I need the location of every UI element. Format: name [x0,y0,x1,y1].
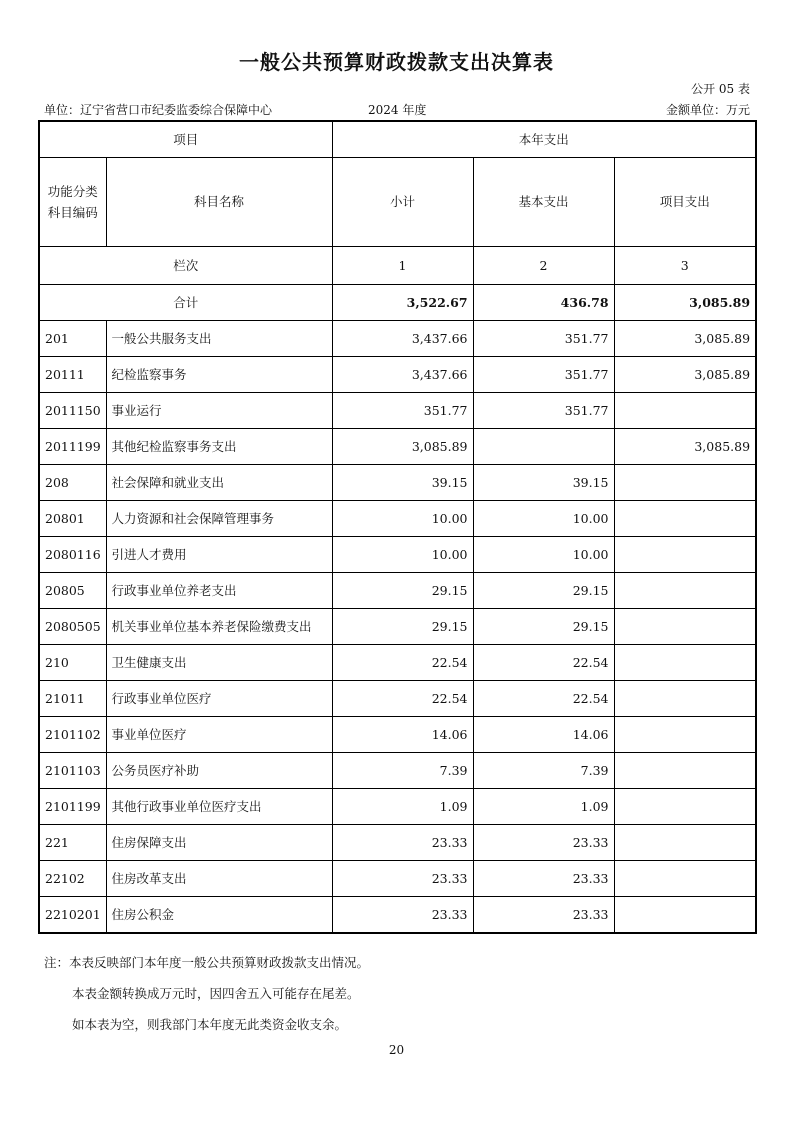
table-row [39,537,756,573]
subject-code: 2011199 [39,429,106,465]
table-row [39,681,756,717]
total-row [39,285,756,321]
subject-code: 20111 [39,357,106,393]
project-value [614,753,756,789]
project-value [614,573,756,609]
subject-name: 人力资源和社会保障管理事务 [106,501,332,537]
subject-code: 20805 [39,573,106,609]
table-row [39,861,756,897]
subject-code: 20801 [39,501,106,537]
table-row [39,501,756,537]
project-value [614,717,756,753]
subtotal-value: 3,437.66 [332,357,473,393]
column-index-row [39,247,756,285]
subject-name: 社会保障和就业支出 [106,465,332,501]
basic-value: 23.33 [473,897,614,934]
column-index-label: 栏次 [39,247,332,285]
table-row [39,393,756,429]
subtotal-value: 39.15 [332,465,473,501]
unit-label: 单位：辽宁省营口市纪委监委综合保障中心 [44,103,273,117]
table-row [39,897,756,934]
subject-name: 其他行政事业单位医疗支出 [106,789,332,825]
subtotal-value: 10.00 [332,537,473,573]
project-value [614,645,756,681]
subject-code: 2011150 [39,393,106,429]
expenditure-table [38,120,757,934]
total-project: 3,085.89 [614,285,756,321]
subtotal-value: 22.54 [332,645,473,681]
project-value [614,501,756,537]
note-line-3: 如本表为空，则我部门本年度无此类资金收支余。 [72,1017,348,1032]
project-value [614,897,756,934]
subject-code: 2101199 [39,789,106,825]
subject-code: 221 [39,825,106,861]
project-value [614,681,756,717]
table-row [39,753,756,789]
note-line-1: 注：本表反映部门本年度一般公共预算财政拨款支出情况。 [44,955,370,970]
total-subtotal: 3,522.67 [332,285,473,321]
basic-value [473,429,614,465]
subject-code: 2210201 [39,897,106,934]
subject-code: 22102 [39,861,106,897]
subject-code: 208 [39,465,106,501]
basic-value: 39.15 [473,465,614,501]
table-row [39,321,756,357]
table-row [39,645,756,681]
project-value [614,465,756,501]
subtotal-value: 29.15 [332,573,473,609]
basic-value: 14.06 [473,717,614,753]
subtotal-value: 3,437.66 [332,321,473,357]
total-label: 合计 [39,285,332,321]
project-value [614,609,756,645]
subject-name: 事业运行 [106,393,332,429]
table-row [39,825,756,861]
subject-name: 行政事业单位医疗 [106,681,332,717]
total-basic: 436.78 [473,285,614,321]
subject-code: 210 [39,645,106,681]
subject-name: 住房保障支出 [106,825,332,861]
note-line-2: 本表金额转换成万元时，因四舍五入可能存在尾差。 [72,986,360,1001]
subject-name: 其他纪检监察事务支出 [106,429,332,465]
subject-code: 2080505 [39,609,106,645]
subject-name: 机关事业单位基本养老保险缴费支出 [106,609,332,645]
project-value [614,393,756,429]
subject-code: 21011 [39,681,106,717]
basic-value: 10.00 [473,537,614,573]
subject-code: 2080116 [39,537,106,573]
page-number: 20 [388,1043,405,1057]
basic-value: 23.33 [473,825,614,861]
project-value [614,537,756,573]
header-basic: 基本支出 [473,158,614,247]
header-project: 项目支出 [614,158,756,247]
subtotal-value: 22.54 [332,681,473,717]
subject-code: 2101102 [39,717,106,753]
table-row [39,573,756,609]
form-number: 公开 05 表 [691,82,750,96]
column-index-3: 3 [614,247,756,285]
subject-name: 纪检监察事务 [106,357,332,393]
header-current-expenditure: 本年支出 [332,121,756,158]
amount-unit: 金额单位：万元 [665,103,750,117]
basic-value: 22.54 [473,645,614,681]
subject-code: 2101103 [39,753,106,789]
subtotal-value: 23.33 [332,861,473,897]
subject-name: 引进人才费用 [106,537,332,573]
project-value [614,861,756,897]
subtotal-value: 351.77 [332,393,473,429]
subject-name: 住房公积金 [106,897,332,934]
subject-name: 住房改革支出 [106,861,332,897]
subject-name: 一般公共服务支出 [106,321,332,357]
project-value: 3,085.89 [614,321,756,357]
fiscal-year: 2024 年度 [368,103,427,117]
subtotal-value: 10.00 [332,501,473,537]
basic-value: 351.77 [473,321,614,357]
table-row [39,717,756,753]
header-item: 项目 [39,121,332,158]
subject-name: 卫生健康支出 [106,645,332,681]
subject-name: 公务员医疗补助 [106,753,332,789]
header-row-1 [39,121,756,158]
basic-value: 7.39 [473,753,614,789]
basic-value: 1.09 [473,789,614,825]
basic-value: 10.00 [473,501,614,537]
subject-name: 事业单位医疗 [106,717,332,753]
table-row [39,357,756,393]
header-subtotal: 小计 [332,158,473,247]
header-function-code: 功能分类科目编码 [39,158,106,247]
subtotal-value: 1.09 [332,789,473,825]
header-subject-name: 科目名称 [106,158,332,247]
subtotal-value: 23.33 [332,897,473,934]
notes [44,947,369,1040]
table-row [39,429,756,465]
subtotal-value: 23.33 [332,825,473,861]
report-title: 一般公共预算财政拨款支出决算表 [239,50,554,74]
basic-value: 29.15 [473,609,614,645]
table-row [39,609,756,645]
subtotal-value: 29.15 [332,609,473,645]
subject-name: 行政事业单位养老支出 [106,573,332,609]
basic-value: 29.15 [473,573,614,609]
column-index-1: 1 [332,247,473,285]
subject-code: 201 [39,321,106,357]
subtotal-value: 3,085.89 [332,429,473,465]
table-row [39,465,756,501]
subtotal-value: 14.06 [332,717,473,753]
project-value: 3,085.89 [614,429,756,465]
project-value [614,825,756,861]
table-row [39,789,756,825]
column-index-2: 2 [473,247,614,285]
subtotal-value: 7.39 [332,753,473,789]
basic-value: 351.77 [473,357,614,393]
header-row-2 [39,158,756,247]
project-value: 3,085.89 [614,357,756,393]
project-value [614,789,756,825]
basic-value: 22.54 [473,681,614,717]
basic-value: 351.77 [473,393,614,429]
basic-value: 23.33 [473,861,614,897]
